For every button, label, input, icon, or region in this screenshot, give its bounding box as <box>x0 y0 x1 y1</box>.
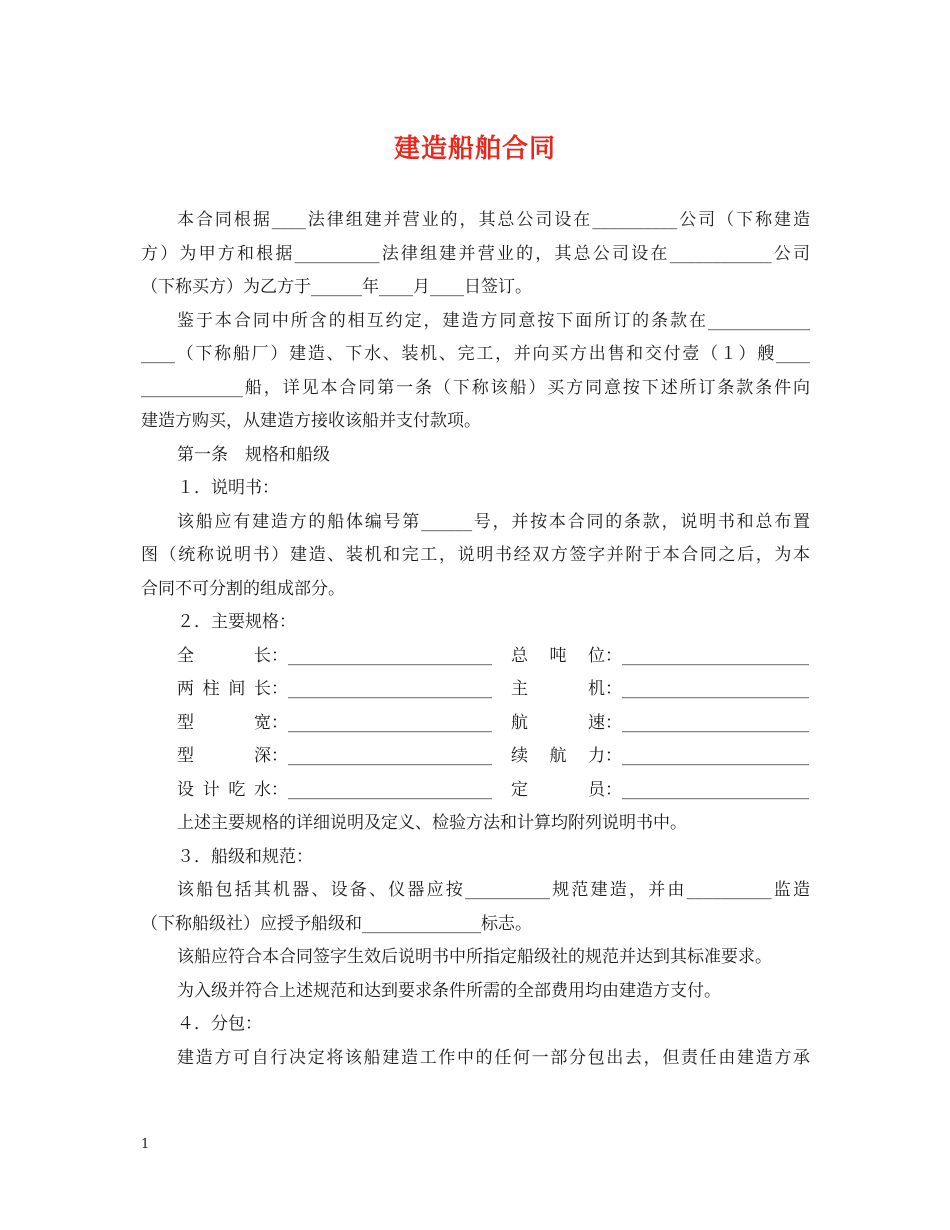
spec-blank: ：________________________ <box>271 645 492 666</box>
paragraph-line: 建造方购买，从建造方接收该船并支付款项。 <box>141 411 481 431</box>
paragraph-line: 该船应符合本合同签字生效后说明书中所指定船级社的规范并达到其标准要求。 <box>177 947 772 967</box>
subsection-heading: １．说明书： <box>177 478 279 498</box>
spec-label: 续航力 <box>511 746 605 766</box>
paragraph-line: 建造方可自行决定将该船建造工作中的任何一部分包出去，但责任由建造方承 <box>177 1047 810 1068</box>
spec-blank: ：________________________ <box>271 679 492 699</box>
spec-label: 型深 <box>177 746 271 766</box>
spec-blank: ：________________________ <box>271 712 492 733</box>
paragraph-line: 该船包括其机器、设备、仪器应按__________规范建造，并由__________监造 <box>177 880 810 900</box>
spec-row <box>141 673 810 707</box>
spec-blank: ：______________________ <box>605 679 809 699</box>
spec-label: 定员 <box>511 779 605 800</box>
spec-blank: ：______________________ <box>605 712 809 733</box>
spec-label: 总吨位 <box>511 645 605 666</box>
paragraph-line: 图（统称说明书）建造、装机和完工，说明书经双方签字并附于本合同之后，为本 <box>141 545 810 565</box>
spec-label: 型宽 <box>177 712 271 733</box>
spec-label: 两柱间长 <box>177 679 271 699</box>
spec-blank: ：________________________ <box>271 779 492 800</box>
spec-label: 全长 <box>177 645 271 666</box>
page-number: 1 <box>141 1137 150 1152</box>
paragraph-line: 上述主要规格的详细说明及定义、检验方法和计算均附列说明书中。 <box>177 813 687 833</box>
paragraph-line: ____（下称船厂）建造、下水、装机、完工，并向买方出售和交付壹（１）艘____ <box>141 344 810 364</box>
paragraph-line: 该船应有建造方的船体编号第______号，并按本合同的条款，说明书和总布置 <box>177 511 810 532</box>
spec-blank: ：______________________ <box>605 779 809 800</box>
page-title: 建造船舶合同 <box>393 134 556 164</box>
spec-row <box>141 707 810 741</box>
subsection-heading: ３．船级和规范： <box>177 846 313 867</box>
paragraph-line: 为入级并符合上述规范和达到要求条件所需的全部费用均由建造方支付。 <box>177 980 721 1001</box>
subsection-heading: ２．主要规格： <box>177 612 296 632</box>
spec-blank: ：________________________ <box>271 746 492 766</box>
spec-row <box>141 774 810 808</box>
paragraph-line: （下称买方）为乙方于______年____月____日签订。 <box>141 277 532 297</box>
paragraph-line: 鉴于本合同中所含的相互约定，建造方同意按下面所订的条款在____________ <box>177 310 810 331</box>
spec-blank: ：______________________ <box>605 645 809 666</box>
spec-label: 主机 <box>511 679 605 699</box>
paragraph-line: 合同不可分割的组成部分。 <box>141 578 345 599</box>
spec-label: 设计吃水 <box>177 779 271 800</box>
contract-body <box>141 204 810 1075</box>
spec-row <box>141 740 810 774</box>
spec-row <box>141 640 810 674</box>
paragraph-line: 方）为甲方和根据__________法律组建并营业的，其总公司设在____________公司 <box>141 243 810 264</box>
paragraph-line: ____________船，详见本合同第一条（下称该船）买方同意按下述所订条款条件向 <box>141 377 810 398</box>
section-heading: 第一条 规格和船级 <box>177 444 330 465</box>
spec-label: 航速 <box>511 712 605 733</box>
spec-blank: ：______________________ <box>605 746 809 766</box>
paragraph-line: 本合同根据____法律组建并营业的，其总公司设在__________公司（下称建造 <box>177 210 810 230</box>
subsection-heading: ４．分包： <box>177 1014 262 1034</box>
paragraph-line: （下称船级社）应授予船级和______________标志。 <box>141 913 532 934</box>
